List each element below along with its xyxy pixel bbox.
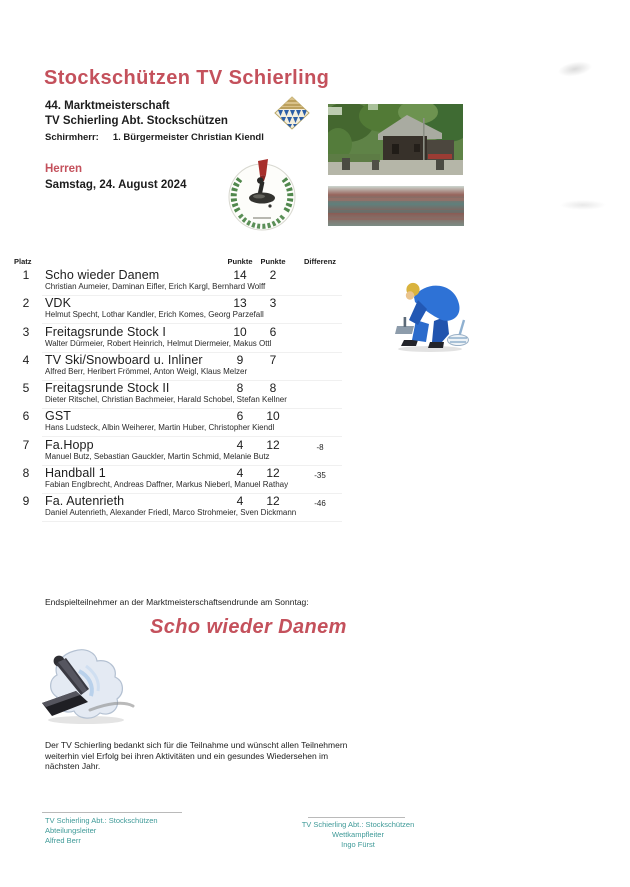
page-title: Stockschützen TV Schierling [44,67,330,89]
rink-photo [328,186,464,226]
players-list: Fabian Englbrecht, Andreas Daffner, Markus Nieberl, Manuel Rathay [45,480,289,489]
points-against: 7 [269,353,277,367]
rank: 4 [22,353,30,367]
points-against: 12 [266,438,280,452]
players-list: Alfred Berr, Heribert Frömmel, Anton Weigl, Klaus Melzer [45,367,248,376]
table-row [14,381,359,409]
patron-label: Schirmherr: [45,132,99,143]
patron-name: 1. Bürgermeister Christian Kiendl [112,132,264,143]
points-for: 10 [233,325,247,339]
stock-shooter-clipart-icon [388,276,482,354]
column-header-platz: Platz [14,257,32,266]
players-list: Christian Aumeier, Daminan Eifler, Erich Kargl, Bernhard Wolff [45,282,266,291]
footer-name: Ingo Fürst [341,839,375,849]
players-list: Dieter Ritschel, Christian Bachmeier, Harald Schobel, Stefan Kellner [45,395,287,404]
footer-org: TV Schierling Abt.: Stockschützen [301,820,415,829]
players-list: Manuel Butz, Sebastian Gauckler, Martin Schmid, Melanie Butz [45,452,270,461]
points-for: 9 [236,353,244,367]
team-name: Freitagsrunde Stock I [45,325,166,339]
table-row [14,296,359,324]
closing-line: nächsten Jahr. [45,761,101,771]
footer-left-block [45,816,158,845]
scan-smudge [560,200,606,210]
points-for: 4 [236,438,244,452]
points-for: 8 [236,381,244,395]
bavarian-diamond-icon [274,96,310,130]
points-for: 13 [233,296,247,310]
table-row [14,268,359,296]
points-against: 2 [269,268,277,282]
category-label: Herren [45,163,83,175]
points-against: 10 [266,409,280,423]
club-wreath-emblem-icon [226,157,298,233]
closing-line: weiterhin viel Erfolg bei ihren Aktivitäten und ein gesundes Wiedersehen im [45,750,329,761]
points-against: 6 [269,325,277,339]
scan-smudge [557,59,593,79]
points-for: 4 [236,466,244,480]
team-name: TV Ski/Snowboard u. Inliner [45,353,203,367]
table-row [14,438,359,466]
players-list: Walter Dürmeier, Robert Heinrich, Helmut Diermeier, Makus Ottl [45,339,272,348]
table-row [14,494,359,522]
rank: 7 [22,438,30,452]
finals-winner: Scho wieder Danem [150,616,347,638]
points-for: 4 [236,494,244,508]
points-against: 8 [269,381,277,395]
column-header-differenz: Differenz [303,257,337,266]
footer-org: TV Schierling Abt.: Stockschützen [45,816,158,825]
closing-paragraph [45,740,385,772]
rank: 3 [22,325,30,339]
team-name: GST [45,409,71,423]
signature-line-left [42,812,182,813]
points-against: 12 [266,466,280,480]
closing-line: Der TV Schierling bedankt sich für die Teilnahme und wünscht allen Teilnehmern [45,740,348,750]
team-name: Freitagsrunde Stock II [45,381,170,395]
rank: 9 [22,494,30,508]
rank: 6 [22,409,30,423]
rank: 2 [22,296,30,310]
points-for: 14 [233,268,247,282]
table-row [14,466,359,494]
rank: 5 [22,381,30,395]
points-against: 12 [266,494,280,508]
patron-line [45,132,264,143]
organizer-title: TV Schierling Abt. Stockschützen [45,115,228,127]
team-name: VDK [45,296,72,310]
footer-role: Wettkampfleiter [332,829,384,839]
team-name: Fa.Hopp [45,438,94,452]
column-header-punkte: Punkte [260,257,286,266]
players-list: Hans Ludsteck, Albin Weiherer, Martin Huber, Christopher Kiendl [45,423,275,432]
difference: -8 [316,443,324,452]
footer-role: Abteilungsleiter [45,825,97,835]
team-name: Scho wieder Danem [45,268,160,282]
signature-line-right [308,817,405,818]
rank: 1 [22,268,30,282]
players-list: Helmut Specht, Lothar Kandler, Erich Komes, Georg Parzefall [45,310,264,319]
points-for: 6 [236,409,244,423]
table-row [14,325,359,353]
column-header-punkte: Punkte [227,257,253,266]
players-list: Daniel Autenrieth, Alexander Friedl, Marco Strohmeier, Sven Dickmann [45,508,297,517]
event-date: Samstag, 24. August 2024 [45,179,187,191]
event-title: 44. Marktmeisterschaft [45,100,170,112]
finals-label: Endspielteilnehmer an der Marktmeisterschaftsendrunde am Sonntag: [45,597,309,607]
difference: -35 [314,471,326,480]
footer-right-block [296,820,420,849]
venue-photo [328,104,463,175]
table-row [14,409,359,437]
difference: -46 [314,499,326,508]
table-row [14,353,359,381]
footer-name: Alfred Berr [45,835,81,845]
team-name: Fa. Autenrieth [45,494,125,508]
team-name: Handball 1 [45,466,106,480]
points-against: 3 [269,296,277,310]
map-stock-clipart-icon [34,646,136,726]
rank: 8 [22,466,30,480]
